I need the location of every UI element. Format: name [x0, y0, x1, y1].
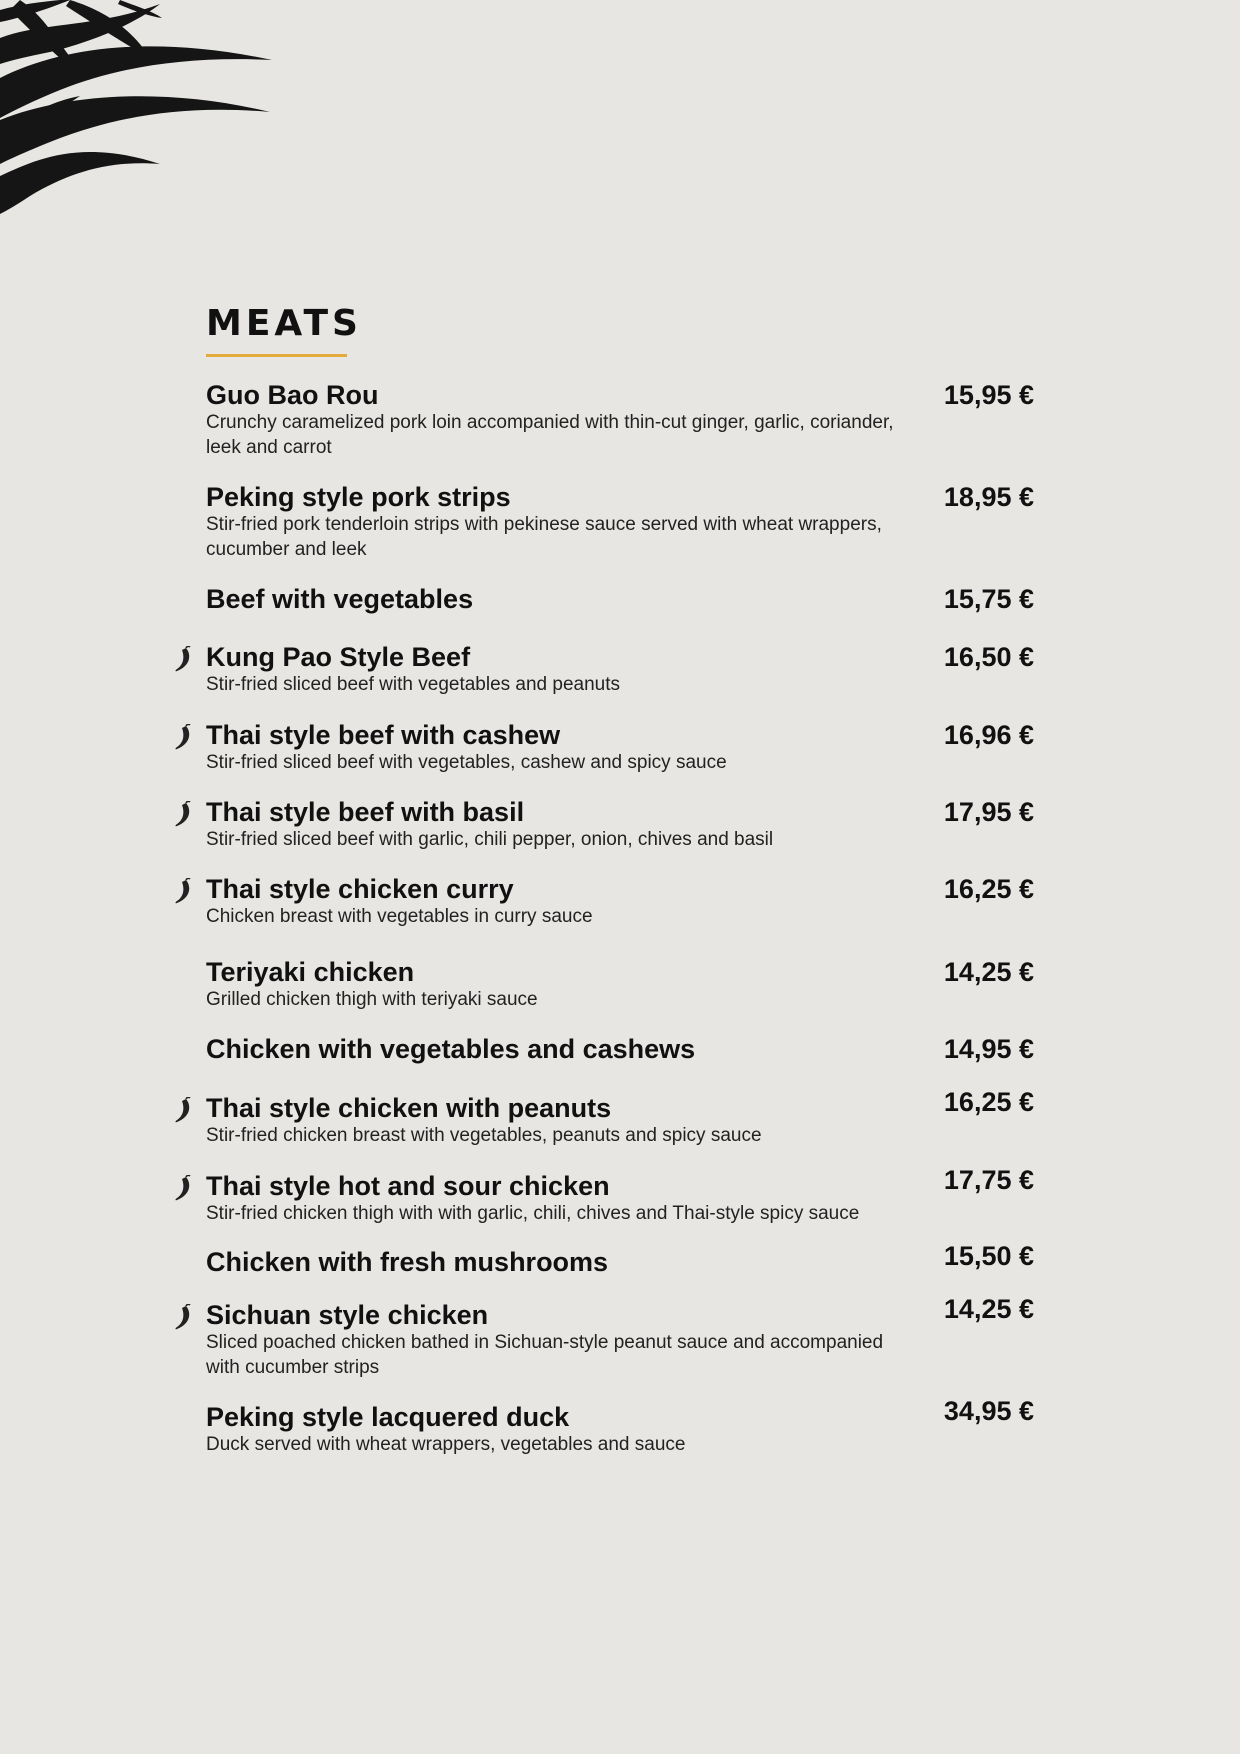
leaf-decoration-icon	[0, 0, 290, 220]
item-price: 18,95 €	[943, 482, 1034, 512]
chili-pepper-icon	[172, 801, 196, 829]
chili-pepper-icon	[172, 1304, 196, 1332]
title-underline	[206, 354, 347, 357]
menu-item-thai-beef-cashew	[206, 720, 1036, 775]
menu-item-guo-bao-rou	[206, 380, 1036, 460]
item-price: 15,75 €	[943, 584, 1034, 614]
menu-item-kung-pao-beef	[206, 642, 1036, 697]
item-name: Thai style chicken curry	[206, 874, 514, 904]
item-name: Thai style hot and sour chicken	[206, 1171, 610, 1201]
item-description: Sliced poached chicken bathed in Sichuan-style peanut sauce and accompanied with cucumber strips	[206, 1332, 884, 1378]
item-description: Stir-fried sliced beef with vegetables and peanuts	[206, 674, 621, 695]
menu-item-thai-chicken-peanuts	[206, 1087, 1036, 1148]
item-price: 16,50 €	[943, 642, 1034, 672]
item-price: 15,50 €	[943, 1241, 1034, 1271]
item-description: Stir-fried chicken breast with vegetables, peanuts and spicy sauce	[206, 1125, 762, 1146]
menu-item-thai-hot-sour-chicken	[206, 1165, 1036, 1226]
menu-item-beef-with-vegetables	[206, 584, 1036, 614]
item-price: 17,75 €	[943, 1165, 1034, 1195]
menu-item-sichuan-chicken	[206, 1294, 1036, 1380]
item-description: Duck served with wheat wrappers, vegetables and sauce	[206, 1434, 686, 1455]
item-description: Stir-fried sliced beef with garlic, chili pepper, onion, chives and basil	[206, 829, 774, 850]
item-price: 16,25 €	[943, 1087, 1034, 1117]
item-name: Sichuan style chicken	[206, 1300, 489, 1330]
item-name: Guo Bao Rou	[206, 380, 379, 410]
chili-pepper-icon	[172, 1175, 196, 1203]
item-price: 16,25 €	[943, 874, 1034, 904]
item-name: Kung Pao Style Beef	[206, 642, 471, 672]
menu-item-thai-beef-basil	[206, 797, 1036, 852]
item-name: Chicken with vegetables and cashews	[206, 1034, 696, 1064]
chili-pepper-icon	[172, 878, 196, 906]
item-price: 14,25 €	[943, 957, 1034, 987]
menu-item-chicken-fresh-mushrooms	[206, 1241, 1036, 1277]
section-title: MEATS	[206, 303, 362, 344]
item-price: 14,95 €	[943, 1034, 1034, 1064]
item-description: Grilled chicken thigh with teriyaki sauce	[206, 989, 538, 1010]
item-description: Stir-fried pork tenderloin strips with pekinese sauce served with wheat wrappers, cucumber and leek	[206, 514, 882, 560]
item-price: 14,25 €	[943, 1294, 1034, 1324]
item-price: 15,95 €	[943, 380, 1034, 410]
item-price: 16,96 €	[943, 720, 1034, 750]
chili-pepper-icon	[172, 1097, 196, 1125]
menu-item-teriyaki-chicken	[206, 957, 1036, 1012]
chili-pepper-icon	[172, 724, 196, 752]
item-name: Teriyaki chicken	[206, 957, 415, 987]
item-name: Peking style pork strips	[206, 482, 511, 512]
item-name: Thai style beef with basil	[206, 797, 525, 827]
menu-item-chicken-vegetables-cashews	[206, 1034, 1036, 1064]
item-name: Beef with vegetables	[206, 584, 474, 614]
item-name: Thai style chicken with peanuts	[206, 1093, 612, 1123]
item-price: 17,95 €	[943, 797, 1034, 827]
item-name: Peking style lacquered duck	[206, 1402, 570, 1432]
menu-item-peking-lacquered-duck	[206, 1396, 1036, 1457]
item-name: Thai style beef with cashew	[206, 720, 561, 750]
item-description: Stir-fried sliced beef with vegetables, cashew and spicy sauce	[206, 752, 727, 773]
menu-item-thai-chicken-curry	[206, 874, 1036, 929]
item-description: Stir-fried chicken thigh with with garlic, chili, chives and Thai-style spicy sauce	[206, 1203, 860, 1224]
chili-pepper-icon	[172, 646, 196, 674]
menu-item-peking-pork-strips	[206, 482, 1036, 562]
item-price: 34,95 €	[943, 1396, 1034, 1426]
item-description: Chicken breast with vegetables in curry sauce	[206, 906, 593, 927]
item-name: Chicken with fresh mushrooms	[206, 1247, 609, 1277]
item-description: Crunchy caramelized pork loin accompanied with thin-cut ginger, garlic, coriander, leek and carrot	[206, 412, 894, 458]
